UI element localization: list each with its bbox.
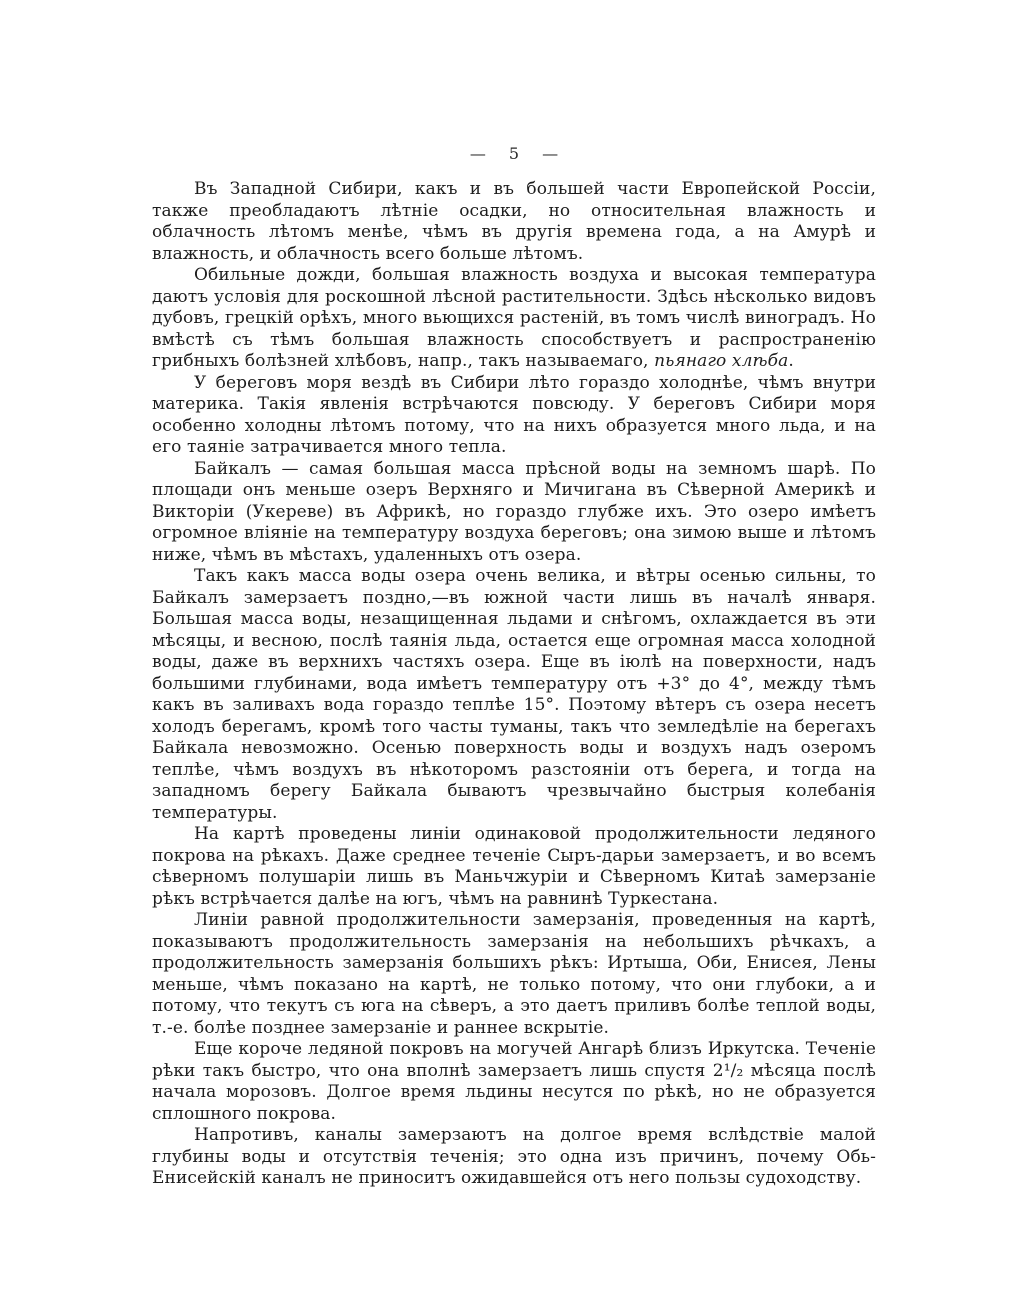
paragraph	[152, 1039, 876, 1125]
text-block	[152, 179, 876, 1190]
italic-term: пьянаго хлѣба	[654, 351, 789, 371]
page-number: — 5 —	[469, 144, 559, 163]
paragraph	[152, 566, 876, 824]
text-segment: Еще короче ледяной покровъ на могучей Ангарѣ близъ Иркутска. Теченіе рѣки такъ быстро, что она вполнѣ замерзаетъ лишь спустя 2¹/₂ мѣсяца послѣ начала морозовъ. Долгое время льдины несутся по рѣкѣ, но не образуется сплошного покрова.	[152, 1039, 876, 1124]
text-segment: Такъ какъ масса воды озера очень велика, и вѣтры осенью сильны, то Байкалъ замерзаетъ поздно,—въ южной части лишь въ началѣ января. Большая масса воды, незащищенная льдами и снѣгомъ, охлаждается въ эти мѣсяцы, и весною, послѣ таянія льда, остается еще огромная масса холодной воды, даже въ верхнихъ частяхъ озера. Еще въ іюлѣ на поверхности, надъ большими глубинами, вода имѣетъ температуру отъ +3° до 4°, между тѣмъ какъ въ заливахъ вода гораздо теплѣе 15°. Поэтому вѣтеръ съ озера несетъ холодъ берегамъ, кромѣ того часты туманы, такъ что земледѣліе на берегахъ Байкала невозможно. Осенью поверхность воды и воздухъ надъ озеромъ теплѣе, чѣмъ воздухъ въ нѣкоторомъ разстояніи отъ берега, и тогда на западномъ берегу Байкала бываютъ чрезвычайно быстрыя колебанія температуры.	[152, 566, 876, 823]
text-segment: Байкалъ — самая большая масса прѣсной воды на земномъ шарѣ. По площади онъ меньше озеръ Верхняго и Мичигана въ Сѣверной Америкѣ и Викторіи (Укереве) въ Африкѣ, но гораздо глубже ихъ. Это озеро имѣетъ огромное вліяніе на температуру воздуха береговъ; она зимою выше и лѣтомъ ниже, чѣмъ въ мѣстахъ, удаленныхъ отъ озера.	[152, 458, 876, 565]
paragraph	[152, 265, 876, 373]
paragraph	[152, 179, 876, 265]
text-segment: .	[788, 351, 794, 371]
paragraph	[152, 459, 876, 567]
text-segment: Въ Западной Сибири, какъ и въ большей части Европейской Россіи, также преобладаютъ лѣтніе осадки, но относительная влажность и облачность лѣтомъ менѣе, чѣмъ въ другія времена года, а на Амурѣ и влажность, и облачность всего больше лѣтомъ.	[152, 179, 876, 264]
text-segment: На картѣ проведены линіи одинаковой продолжительности ледяного покрова на рѣкахъ. Даже среднее теченіе Сыръ-дарьи замерзаетъ, и во всемъ сѣверномъ полушаріи лишь въ Маньчжуріи и Сѣверномъ Китаѣ замерзаніе рѣкъ встрѣчается далѣе на югъ, чѣмъ на равнинѣ Туркестана.	[152, 824, 876, 909]
text-segment: Обильные дожди, большая влажность воздуха и высокая температура даютъ условія для роскошной лѣсной растительности. Здѣсь нѣсколько видовъ дубовъ, грецкій орѣхъ, много вьющихся растеній, въ томъ числѣ виноградъ. Но вмѣстѣ съ тѣмъ большая влажность способствуетъ и распространенію грибныхъ болѣзней хлѣбовъ, напр., такъ называемаго,	[152, 265, 876, 371]
paragraph	[152, 1125, 876, 1190]
paragraph	[152, 824, 876, 910]
text-segment: У береговъ моря вездѣ въ Сибири лѣто гораздо холоднѣе, чѣмъ внутри материка. Такія явленія встрѣчаются повсюду. У береговъ Сибири моря особенно холодны лѣтомъ потому, что на нихъ образуется много льда, и на его таяніе затрачивается много тепла.	[152, 372, 876, 457]
text-segment: Напротивъ, каналы замерзаютъ на долгое время вслѣдствіе малой глубины воды и отсутствія теченія; это одна изъ причинъ, почему Обь-Енисейскій каналъ не приноситъ ожидавшейся отъ него пользы судоходству.	[152, 1125, 876, 1188]
text-segment: Линіи равной продолжительности замерзанія, проведенныя на картѣ, показываютъ продолжительность замерзанія на небольшихъ рѣчкахъ, а продолжительность замерзанія большихъ рѣкъ: Иртыша, Оби, Енисея, Лены меньше, чѣмъ показано на картѣ, не только потому, что они глубоки, а и потому, что текутъ съ юга на сѣверъ, а это даетъ приливъ болѣе теплой воды, т.-е. болѣе позднее замерзаніе и раннее вскрытіе.	[152, 910, 876, 1038]
paragraph	[152, 910, 876, 1039]
paragraph	[152, 373, 876, 459]
